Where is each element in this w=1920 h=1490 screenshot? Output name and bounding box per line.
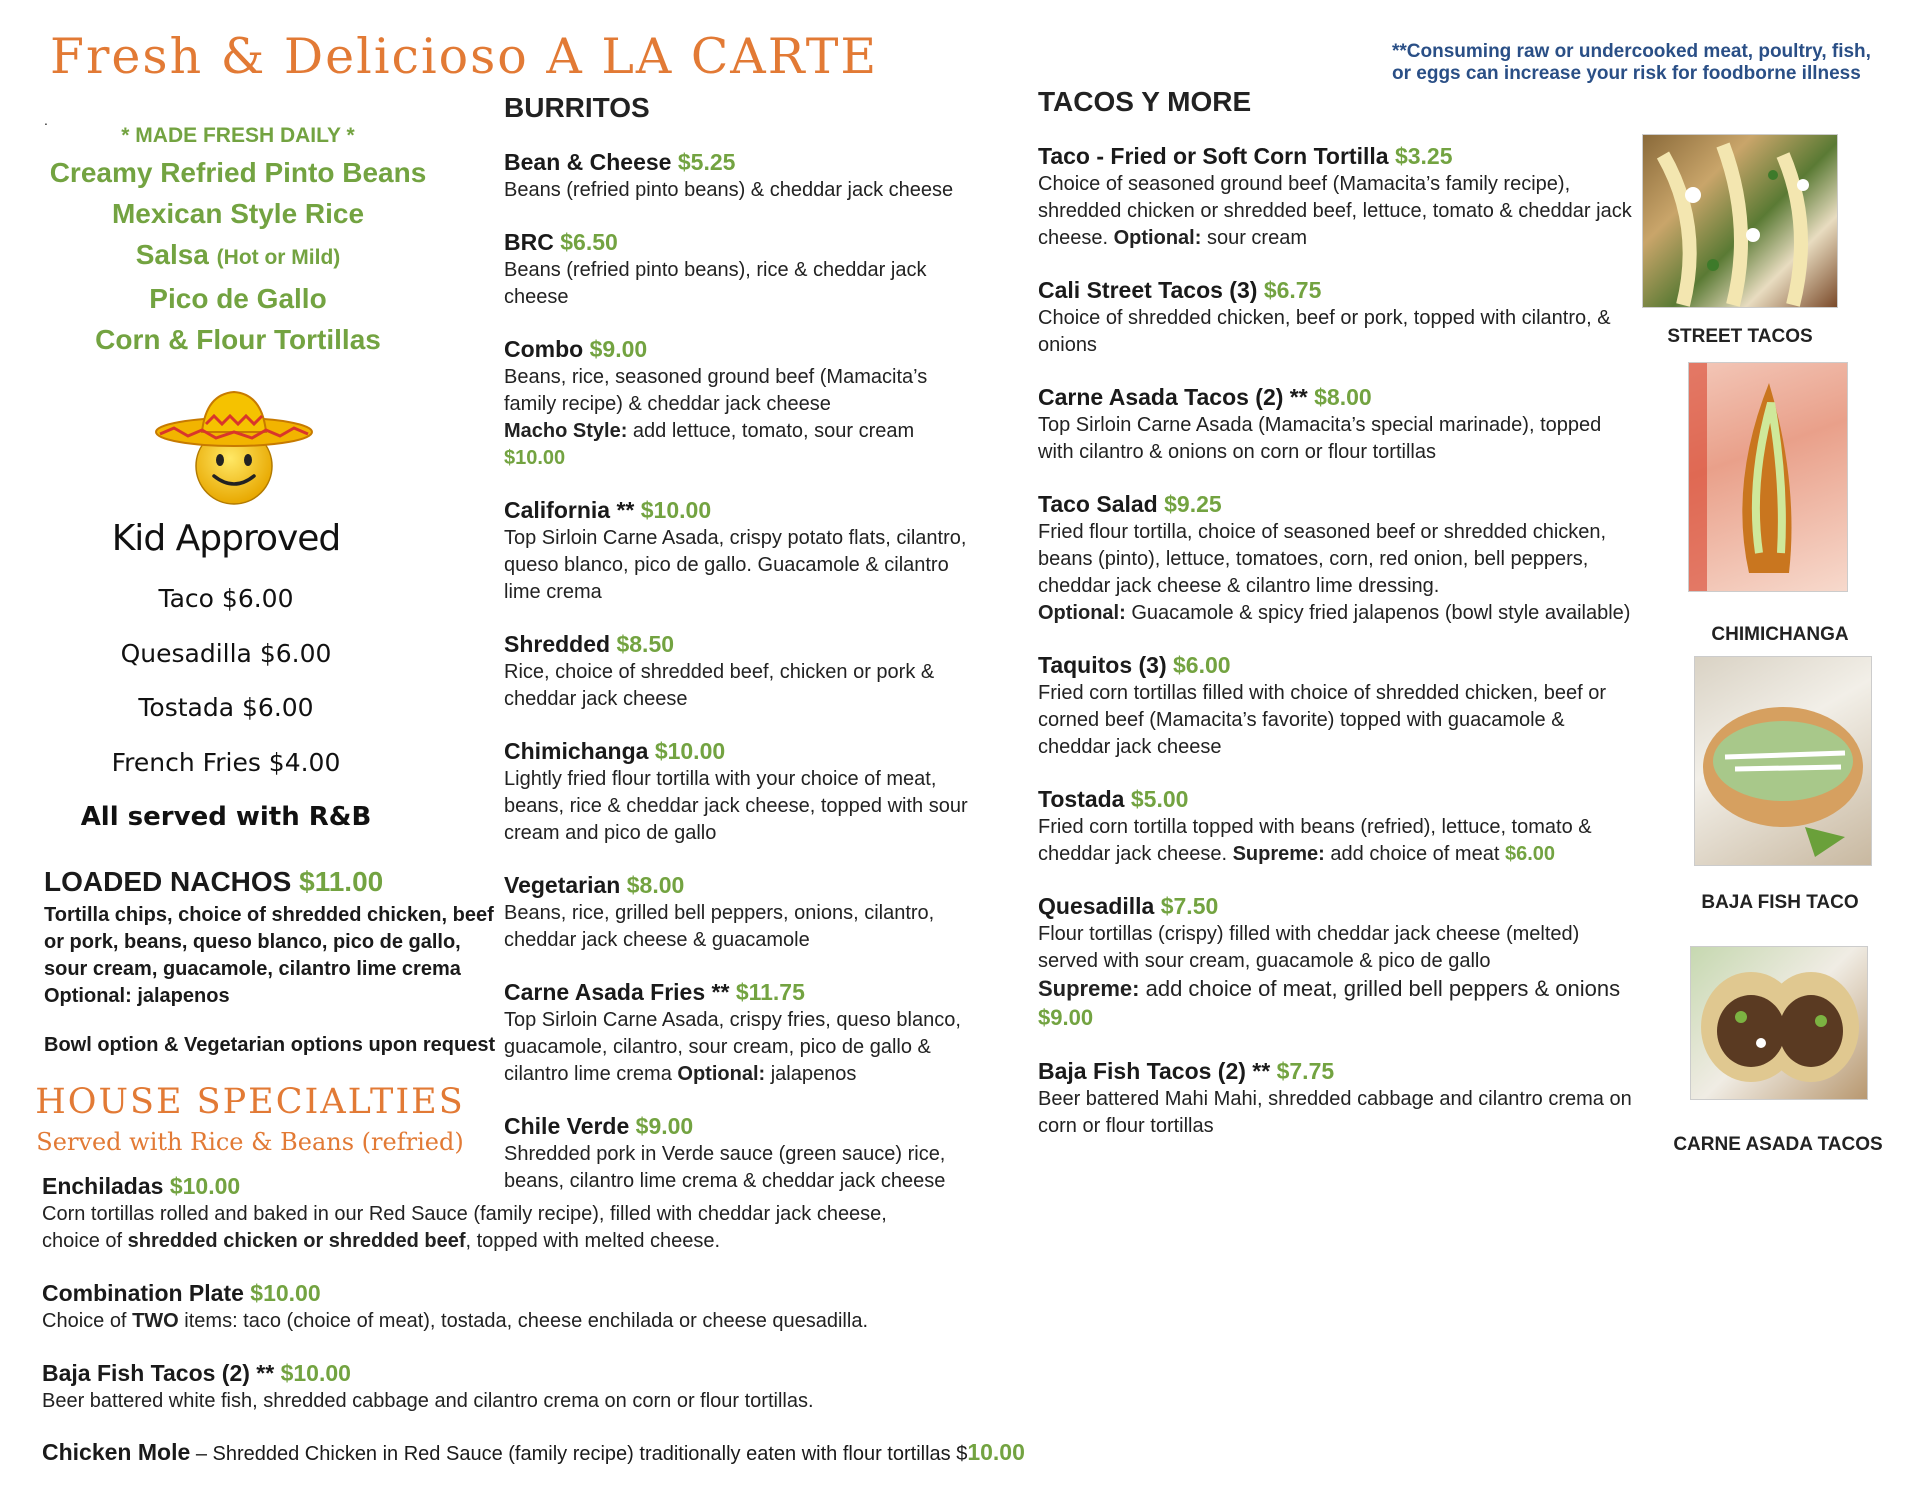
house-specialties-subheading: Served with Rice & Beans (refried) xyxy=(36,1128,464,1156)
menu-item: Baja Fish Tacos (2) ** $10.00 Beer battered white fish, shredded cabbage and cilantro crema on corn or flour tortillas. xyxy=(42,1360,814,1412)
menu-item: Chicken Mole – Shredded Chicken in Red Sauce (family recipe) traditionally eaten with flour tortillas $10.00 xyxy=(42,1439,1025,1465)
menu-item: Enchiladas $10.00 Corn tortillas rolled and baked in our Red Sauce (family recipe), filled with cheddar jack cheese, choice of shredded chicken or shredded beef, topped with melted cheese. xyxy=(42,1173,887,1252)
menu-item: BRC $6.50 Beans (refried pinto beans), rice & cheddar jack cheese xyxy=(504,229,927,308)
tacos-heading: TACOS Y MORE xyxy=(1038,86,1252,117)
fresh-item: Mexican Style Rice xyxy=(111,198,365,229)
menu-item: Cali Street Tacos (3) $6.75 Choice of shredded chicken, beef or pork, topped with cilantro, & onions xyxy=(1038,277,1611,356)
menu-item: California ** $10.00 Top Sirloin Carne Asada, crispy potato flats, cilantro, queso blanco, pico de gallo. Guacamole & cilantro lime crema xyxy=(504,497,967,603)
fresh-item: Pico de Gallo xyxy=(149,283,327,314)
baja-fish-taco-photo xyxy=(1694,656,1872,866)
menu-item: Bean & Cheese $5.25 Beans (refried pinto beans) & cheddar jack cheese xyxy=(504,149,954,201)
bowl-option-note: Bowl option & Vegetarian options upon request xyxy=(44,1034,496,1056)
chimichanga-photo xyxy=(1688,362,1848,592)
menu-item: Taco Salad $9.25 Fried flour tortilla, choice of seasoned beef or shredded chicken, beans (pinto), lettuce, tomatoes, corn, red onion, bell peppers, cheddar jack cheese & cilantro lime dressing. Optional: Guacamole & spicy fried jalapenos (bowl style available) xyxy=(1038,491,1631,624)
menu-item: Combination Plate $10.00 Choice of TWO items: taco (choice of meat), tostada, cheese enchilada or cheese quesadilla. xyxy=(42,1280,869,1332)
fresh-item: Corn & Flour Tortillas xyxy=(95,324,381,355)
house-specialties-header xyxy=(30,1082,470,1156)
menu-title: Fresh & Delicioso A LA CARTE xyxy=(50,28,879,85)
menu-item: Taquitos (3) $6.00 Fried corn tortillas filled with choice of shredded chicken, beef or corned beef (Mamacita’s favorite) topped with guacamole & cheddar jack cheese xyxy=(1038,652,1607,758)
stray-dot: . xyxy=(44,112,48,128)
street-tacos-image xyxy=(1643,135,1837,307)
photo-caption: BAJA FISH TACO xyxy=(1701,892,1859,913)
kid-menu-item: Taco $6.00 xyxy=(158,584,294,613)
fresh-item: Creamy Refried Pinto Beans xyxy=(49,157,427,188)
photo-caption: CHIMICHANGA xyxy=(1711,624,1849,645)
loaded-nachos xyxy=(44,866,504,1010)
kid-menu-item: French Fries $4.00 xyxy=(111,747,341,777)
house-specialties-list xyxy=(42,1172,1025,1490)
menu-item: Tostada $5.00 Fried corn tortilla topped with beans (refried), lettuce, tomato & cheddar jack cheese. Supreme: add choice of meat $6.00 xyxy=(1038,786,1592,865)
menu-item: Vegetarian $8.00 Beans, rice, grilled bell peppers, onions, cilantro, cheddar jack cheese & guacamole xyxy=(504,872,935,951)
nachos-price: $11.00 xyxy=(299,866,384,897)
kid-approved-title: Kid Approved xyxy=(111,518,341,559)
menu-item: Carne Asada Tacos (2) ** $8.00 Top Sirloin Carne Asada (Mamacita’s special marinade), topped with cilantro & onions on corn or flour tortillas xyxy=(1038,384,1602,463)
made-fresh-heading: * MADE FRESH DAILY * xyxy=(121,124,355,147)
menu-item: Chimichanga $10.00 Lightly fried flour tortilla with your choice of meat, beans, rice & cheddar jack cheese, topped with sour cream and pico de gallo xyxy=(504,738,968,844)
kid-menu-item: Tostada $6.00 xyxy=(138,693,314,722)
nachos-name: LOADED NACHOS xyxy=(44,866,292,897)
nachos-description: Tortilla chips, choice of shredded chicken, beef or pork, beans, queso blanco, pico de gallo, sour cream, guacamole, cilantro lime crema Optional: jalapenos xyxy=(44,904,494,1007)
chimichanga-image xyxy=(1689,363,1847,591)
fresh-item: Salsa (Hot or Mild) xyxy=(135,239,341,270)
house-specialties-heading: HOUSE SPECIALTIES xyxy=(35,1082,465,1122)
kid-served-note: All served with R&B xyxy=(80,802,372,832)
kid-menu-list xyxy=(40,584,412,857)
menu-item: Baja Fish Tacos (2) ** $7.75 Beer battered Mahi Mahi, shredded cabbage and cilantro crema on corn or flour tortillas xyxy=(1038,1058,1632,1137)
photo-caption: CARNE ASADA TACOS xyxy=(1673,1134,1883,1155)
menu-item: Combo $9.00 Beans, rice, seasoned ground beef (Mamacita’s family recipe) & cheddar jack cheese Macho Style: add lettuce, tomato, sour cream $10.00 xyxy=(504,336,928,469)
menu-item: Carne Asada Fries ** $11.75 Top Sirloin Carne Asada, crispy fries, queso blanco, guacamole, cilantro, sour cream, pico de gallo & cilantro lime crema Optional: jalapenos xyxy=(504,979,961,1085)
menu-item: Shredded $8.50 Rice, choice of shredded beef, chicken or pork & cheddar jack cheese xyxy=(504,631,935,710)
sombrero-smiley-icon xyxy=(154,388,314,508)
menu-item: Chile Verde $9.00 Shredded pork in Verde sauce (green sauce) rice, beans, cilantro lime crema & cheddar jack cheese xyxy=(504,1113,946,1192)
burritos-section xyxy=(504,92,984,1219)
made-fresh-daily-section xyxy=(40,124,436,360)
kid-menu-item: Quesadilla $6.00 xyxy=(120,638,332,668)
food-safety-warning: **Consuming raw or undercooked meat, poultry, fish, or eggs can increase your risk for foodborne illness xyxy=(1392,41,1871,84)
menu-item: Quesadilla $7.50 Flour tortillas (crispy) filled with cheddar jack cheese (melted) served with sour cream, guacamole & pico de gallo Supreme: add choice of meat, grilled bell peppers & onions $9.00 xyxy=(1038,893,1621,1030)
tacos-y-more-section xyxy=(1038,86,1632,1164)
baja-fish-taco-image xyxy=(1695,657,1871,865)
photo-caption: STREET TACOS xyxy=(1667,326,1813,347)
menu-item: Taco - Fried or Soft Corn Tortilla $3.25 Choice of seasoned ground beef (Mamacita’s family recipe), shredded chicken or shredded beef, lettuce, tomato & cheddar jack cheese. Optional: sour cream xyxy=(1038,143,1632,249)
burritos-heading: BURRITOS xyxy=(504,92,650,123)
carne-asada-tacos-image xyxy=(1691,947,1867,1099)
street-tacos-photo xyxy=(1642,134,1838,308)
carne-asada-tacos-photo xyxy=(1690,946,1868,1100)
